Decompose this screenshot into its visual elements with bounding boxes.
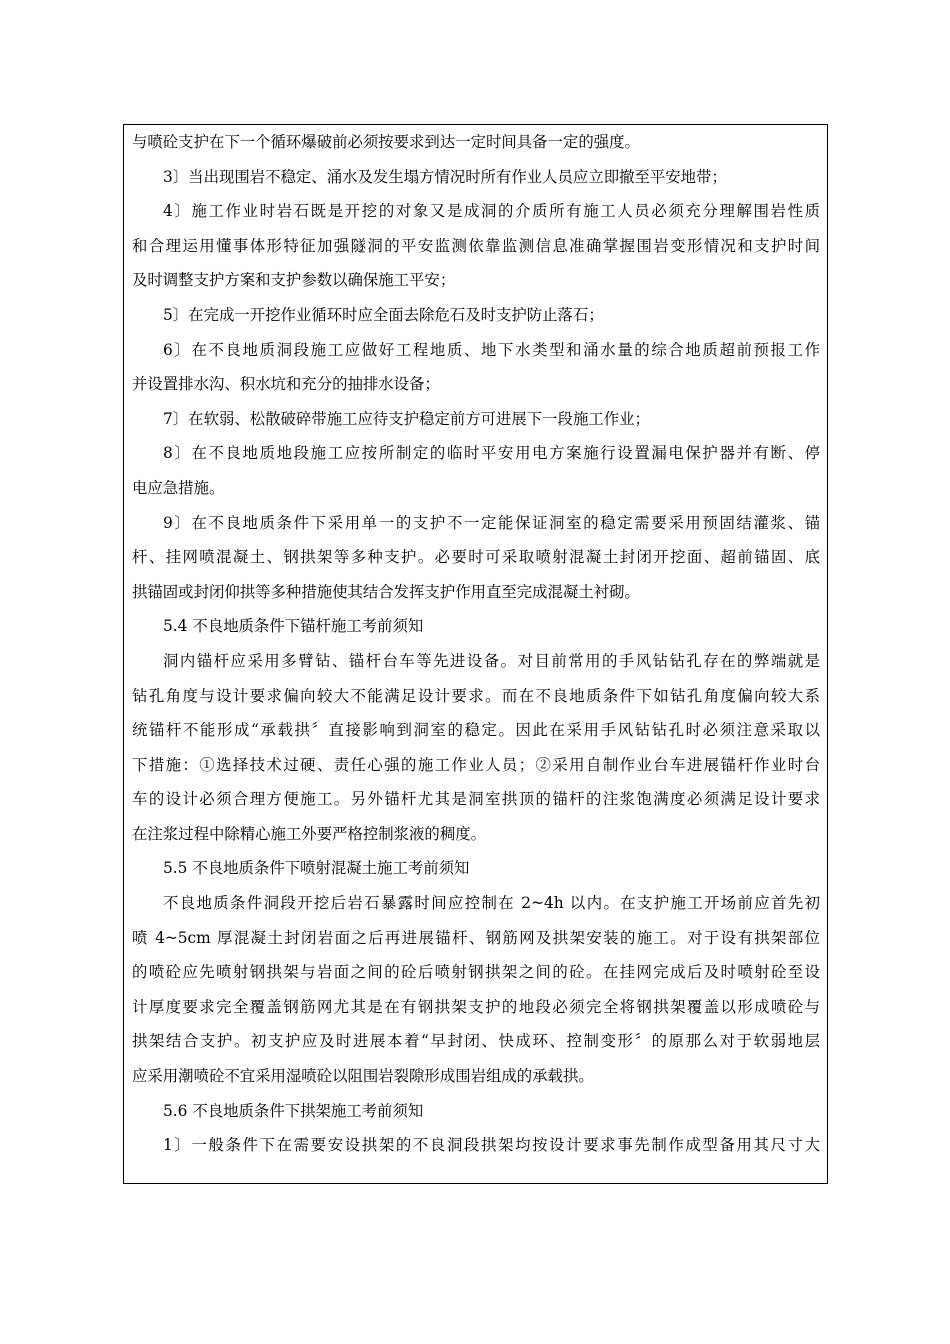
text-line: 统锚杆不能形成“承载拱〞直接影响到洞室的稳定。因此在采用手风钻钻孔时必须注意采取以 bbox=[132, 721, 820, 740]
text-line: 应采用潮喷砼不宜采用湿喷砼以阻围岩裂隙形成围岩组成的承载拱。 bbox=[132, 1067, 594, 1086]
text-line: 3〕当出现围岩不稳定、涌水及发生塌方情况时所有作业人员应立即撤至平安地带； bbox=[163, 167, 727, 186]
text-line: 计厚度要求完全覆盖钢筋网尤其是在有钢拱架支护的地段必须完全将钢拱架覆盖以形成喷砼与 bbox=[132, 997, 820, 1016]
text-line: 拱锚固或封闭仰拱等多种措施使其结合发挥支护作用直至完成混凝土衬砌。 bbox=[132, 582, 640, 601]
text-line: 钻孔角度与设计要求偏向较大不能满足设计要求。而在不良地质条件下如钻孔角度偏向较大系 bbox=[132, 686, 820, 705]
text-line: 6〕在不良地质洞段施工应做好工程地质、地下水类型和涌水量的综合地质超前预报工作 bbox=[163, 340, 820, 359]
text-line: 4〕施工作业时岩石既是开挖的对象又是成洞的介质所有施工人员必须充分理解围岩性质 bbox=[163, 202, 820, 221]
text-line: 下措施：①选择技术过硬、责任心强的施工作业人员；②采用自制作业台车进展锚杆作业时台 bbox=[132, 755, 820, 774]
text-line: 7〕在软弱、松散破碎带施工应待支护稳定前方可进展下一段施工作业； bbox=[163, 409, 650, 428]
text-line: 8〕在不良地质地段施工应按所制定的临时平安用电方案施行设置漏电保护器并有断、停 bbox=[163, 444, 820, 463]
text-line: 在注浆过程中除精心施工外要严格控制浆液的稠度。 bbox=[132, 824, 486, 843]
text-line: 1〕一般条件下在需要安设拱架的不良洞段拱架均按设计要求事先制作成型备用其尺寸大 bbox=[163, 1136, 820, 1155]
text-line: 洞内锚杆应采用多臂钻、锚杆台车等先进设备。对目前常用的手风钻钻孔存在的弊端就是 bbox=[163, 651, 820, 670]
text-line: 电应急措施。 bbox=[132, 478, 225, 497]
text-line: 拱架结合支护。初支护应及时进展本着“早封闭、快成环、控制变形〞的原那么对于软弱地层 bbox=[132, 1032, 820, 1051]
text-line: 及时调整支护方案和支护参数以确保施工平安； bbox=[132, 271, 456, 290]
text-line: 的喷砼应先喷射钢拱架与岩面之间的砼后喷射钢拱架之间的砼。在挂网完成后及时喷射砼至设 bbox=[132, 963, 820, 982]
text-line: 喷 4~5cm 厚混凝土封闭岩面之后再进展锚杆、钢筋网及拱架安装的施工。对于设有拱架部位 bbox=[132, 928, 820, 947]
text-line: 和合理运用懂事体形特征加强隧洞的平安监测依靠监测信息准确掌握围岩变形情况和支护时间 bbox=[132, 236, 820, 255]
document-frame bbox=[123, 124, 828, 1184]
text-line: 5.5 不良地质条件下喷射混凝土施工考前须知 bbox=[163, 859, 470, 878]
text-line: 5.6 不良地质条件下拱架施工考前须知 bbox=[163, 1101, 424, 1120]
text-line: 9〕在不良地质条件下采用单一的支护不一定能保证洞室的稳定需要采用预固结灌浆、锚 bbox=[163, 513, 820, 532]
text-line: 车的设计必须合理方便施工。另外锚杆尤其是洞室拱顶的锚杆的注浆饱满度必须满足设计要求 bbox=[132, 790, 820, 809]
text-line: 5〕在完成一开挖作业循环时应全面去除危石及时支护防止落石； bbox=[163, 305, 604, 324]
text-line: 与喷砼支护在下一个循环爆破前必须按要求到达一定时间具备一定的强度。 bbox=[132, 133, 640, 151]
text-line: 不良地质条件洞段开挖后岩石暴露时间应控制在 2~4h 以内。在支护施工开场前应首先初 bbox=[163, 894, 820, 913]
text-line: 杆、挂网喷混凝土、钢拱架等多种支护。必要时可采取喷射混凝土封闭开挖面、超前锚固、底 bbox=[132, 548, 820, 567]
text-line: 5.4 不良地质条件下锚杆施工考前须知 bbox=[163, 617, 424, 636]
text-line: 并设置排水沟、积水坑和充分的抽排水设备； bbox=[132, 375, 440, 394]
document-body bbox=[132, 125, 820, 1163]
